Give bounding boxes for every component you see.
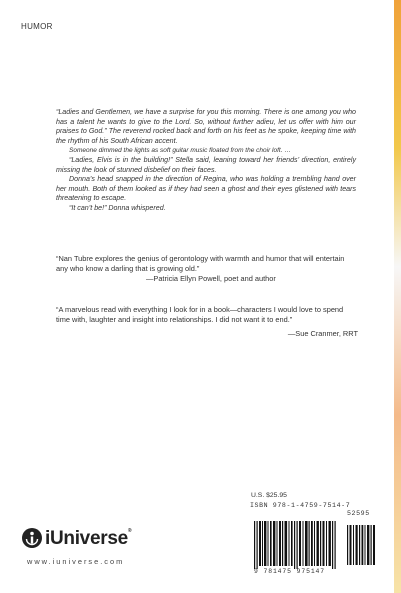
quote-attribution: —Patricia Ellyn Powell, poet and author [146, 274, 276, 284]
genre-label: HUMOR [21, 22, 53, 31]
isbn-number: ISBN 978-1-4759-7514-7 [250, 502, 351, 509]
excerpt-paragraph-4: Donna’s head snapped in the direction of Regina, who was holding a trembling hand over her mouth. Both of them looked as if they had seen a ghost and their eyes glistened with tears threatening to escape. [56, 175, 356, 203]
book-excerpt [56, 108, 356, 214]
excerpt-paragraph-5: “It can’t be!” Donna whispered. [69, 203, 166, 212]
isbn-barcode [250, 502, 380, 574]
publisher-name: iUniverse [45, 528, 128, 549]
quote-text: “A marvelous read with everything I look for in a book—characters I would love to spend time with, laughter and insight into relationships. I did not want it to end.” [56, 305, 344, 325]
barcode-addon-digits: 52595 [347, 510, 370, 517]
trademark-symbol: ® [127, 528, 132, 534]
quote-attribution: —Sue Cranmer, RRT [287, 329, 358, 339]
ean-digits: 9 781475 975147 [254, 568, 326, 575]
excerpt-paragraph-3: “Ladies, Elvis is in the building!” Stella said, leaning toward her friends’ direction, entirely missing the look of stunned disbelief on their faces. [56, 155, 356, 174]
publisher-website: www.iuniverse.com [27, 557, 125, 566]
excerpt-paragraph-2: Someone dimmed the lights as soft guitar music floated from the choir loft. … [69, 147, 291, 155]
excerpt-paragraph-1: “Ladies and Gentlemen, we have a surprise for you this morning. There is one among you who has a talent he wants to give to the Lord. So, without further adieu, let us offer with him our praises to God.” The reverend rocked back and forth on his feet as he spoke, keeping time with the rhythm of his South African accent. [56, 108, 356, 145]
price-label: U.S. $25.95 [251, 492, 287, 499]
endorsement-quote-2 [56, 305, 358, 340]
quote-text: “Nan Tubre explores the genius of gerontology with warmth and humor that will entertain any who know a darling that is growing old.” [56, 254, 345, 274]
publisher-logo [21, 527, 151, 549]
barcode-bars-icon [250, 511, 380, 569]
iuniverse-logo-icon [21, 527, 43, 549]
edge-color-stripe [394, 0, 401, 593]
endorsement-quote-1 [56, 254, 358, 285]
